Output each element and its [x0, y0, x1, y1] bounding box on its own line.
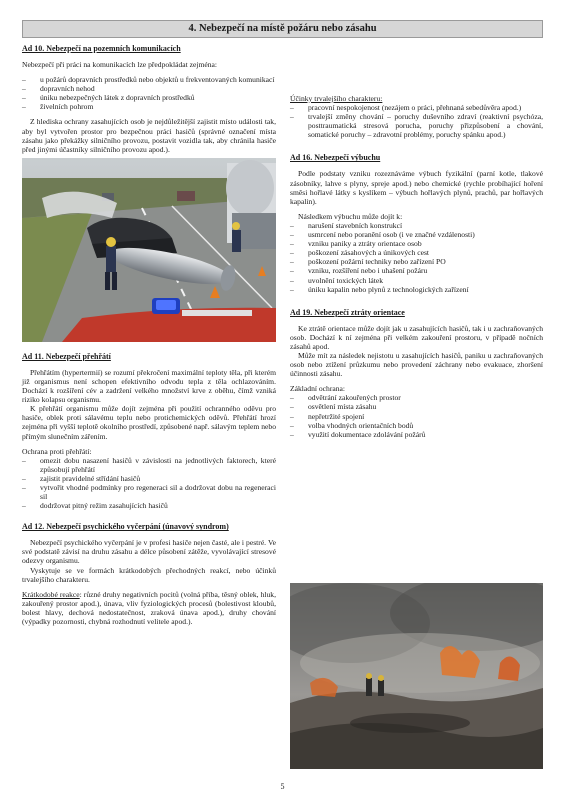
ad10-list: [22, 75, 276, 111]
list-item: – omezit dobu nasazení hasičů v závislosti na jednotlivých faktorech, které způsobují přehřátí: [22, 456, 276, 474]
list-item: – vzniku, rozšíření nebo i uhašení požáru: [290, 266, 543, 275]
landfill-fire-photo: [290, 583, 543, 769]
list-item: – uvolnění toxických látek: [290, 276, 543, 285]
list-item: – živelních pohrom: [22, 102, 276, 111]
list-item: – úniku nebezpečných látek z dopravních prostředků: [22, 93, 276, 102]
ad16-paragraph-1: Podle podstaty vzniku rozeznáváme výbuch fyzikální (parní kotle, tlakové zásobníky, lahve s plyny, spreje apod.) nebo chemické (rychle probíhající hoření směsi hořlavé látky s kyslíkem – výbuch hořlavých plynů, prachů, par hořlavých kapalin).: [290, 169, 543, 206]
list-item: – zajistit pravidelné střídání hasičů: [22, 474, 276, 483]
ad19-paragraph-1: Ke ztrátě orientace může dojít jak u zasahujících hasičů, tak i u zachraňovaných osob. Dochází k ní zejména při velkém zakouření prostoru, v případě nočních zásahů apod.: [290, 323, 543, 351]
short-term-text: : různé druhy negativních pocitů (volná příba, těsný oblek, hluk, zakouřený prostor apod.), únava, vliv fyziologických procesů (bolestivost kloubů, bolest hlavy, dechová nedostatečnost, zraková únava apod.), druhy chování (výpadky pozornosti, chybná rozhodnutí velitele apod.).: [22, 589, 276, 626]
list-item: – u požárů dopravních prostředků nebo objektů u frekventovaných komunikací: [22, 75, 276, 84]
road-accident-photo: [22, 158, 276, 342]
page-title: 4. Nebezpečí na místě požáru nebo zásahu: [22, 20, 543, 38]
list-item: – osvětlení místa zásahu: [290, 402, 543, 411]
list-item: – narušení stavebních konstrukcí: [290, 221, 543, 230]
ad19-list: [290, 393, 543, 438]
list-item: – trvalejší změny chování – poruchy duševního zdraví (reaktivní psychóza, posttraumatická stresová porucha, poruchy přizpůsobení a chování, somatické poruchy – zdravotní problémy, poruchy spánku apod.): [290, 112, 543, 139]
left-column: [22, 44, 276, 626]
long-term-label: Účinky trvalejšího charakteru:: [290, 94, 383, 103]
list-item: – dopravních nehod: [22, 84, 276, 93]
list-item: – usmrcení nebo poranění osob (i ve značné vzdálenosti): [290, 230, 543, 239]
list-item: – úniku kapalin nebo plynů z technologických zařízení: [290, 285, 543, 294]
list-item: – vzniku paniky a ztráty orientace osob: [290, 239, 543, 248]
ad19-heading: Ad 19. Nebezpečí ztráty orientace: [290, 307, 405, 317]
ad11-heading: Ad 11. Nebezpečí přehřátí: [22, 351, 111, 361]
ad10-intro: Nebezpečí při práci na komunikacích lze předpokládat zejména:: [22, 60, 218, 69]
ad11-paragraph-1: Přehřátím (hypertermií) se rozumí překročení maximální teploty těla, při kterém již organismus není schopen efektivního odvodu tepla z těla ochlazováním. Dochází k rozšíření cév a zadržení velkého množství krve z oběhu, čímž vzniká riziko kolapsu organismu.: [22, 367, 276, 405]
ad16-list: [290, 221, 543, 294]
list-item: – poškození požární techniky nebo zařízení PO: [290, 257, 543, 266]
ad11-protection-label: Ochrana proti přehřátí:: [22, 446, 92, 456]
ad19-paragraph-2: Může mít za následek nejistotu u zasahujících hasičů, paniku u zachraňovaných osob nebo ztížení průzkumu nebo provedení záchrany nebo evakuace, zhoršení účinnosti zásahu.: [290, 350, 543, 379]
short-term-label: Krátkodobé reakce: [22, 589, 80, 599]
road-accident-image: [22, 158, 276, 342]
list-item: – pracovní nespokojenost (nezájem o práci, přehnaná sebedůvěra apod.): [290, 103, 543, 112]
list-item: – dodržovat pitný režim zasahujících hasičů: [22, 501, 276, 510]
list-item: – volba vhodných orientačních bodů: [290, 421, 543, 430]
ad12-short-term: [22, 590, 276, 626]
ad12-long-term-list: [290, 103, 543, 139]
list-item: – poškození zásahových a únikových cest: [290, 248, 543, 257]
page-number: 5: [280, 782, 285, 791]
ad16-heading: Ad 16. Nebezpečí výbuchu: [290, 153, 381, 163]
ad11-list: [22, 456, 276, 511]
ad19-protection-label: Základní ochrana:: [290, 384, 346, 394]
list-item: – využití dokumentace zdolávání požárů: [290, 430, 543, 439]
ad10-paragraph: Z hlediska ochrany zasahujících osob je nejdůležitější zajistit místo události tak, aby byl vytvořen prostor pro bezpečnou práci hasičů (správné označení místa zásahu jako překážky silničního provozu, postavit vozidla tak, aby chránila hasiče před jinými účastníky silničního provozu apod.).: [22, 117, 276, 154]
ad10-heading: Ad 10. Nebezpečí na pozemních komunikacích: [22, 44, 181, 53]
ad16-paragraph-2: Následkem výbuchu může dojít k:: [298, 211, 403, 221]
right-column-content: [290, 94, 543, 449]
list-item: – nepřetržité spojení: [290, 412, 543, 421]
list-item: – odvětrání zakouřených prostor: [290, 393, 543, 402]
landfill-fire-image: [290, 583, 543, 769]
ad12-paragraph-1: Nebezpečí psychického vyčerpání je v profesi hasiče nejen časté, ale i pestré. Ve své podstatě závisí na druhu zásahu a délce působení zátěže, vyvolávající stresové odezvy organismu.: [22, 538, 276, 566]
list-item: – vytvořit vhodné podmínky pro regeneraci sil a dodržovat dobu na regeneraci sil: [22, 483, 276, 501]
ad12-heading: Ad 12. Nebezpečí psychického vyčerpání (únavový syndrom): [22, 522, 229, 532]
ad12-paragraph-2: Vyskytuje se ve formách krátkodobých přechodných reakcí, nebo účinků trvalejšího charakteru.: [22, 565, 276, 584]
ad11-paragraph-2: K přehřátí organismu může dojít zejména při použití ochranného oděvu pro hasiče, oblek proti sálavému teplu nebo protichemických oděvů. Přehřátí hrozí zejména při vyšší teplotě okolního prostředí, způsobené např. sálavým teplem nebo přímým slunečním zářením.: [22, 404, 276, 441]
